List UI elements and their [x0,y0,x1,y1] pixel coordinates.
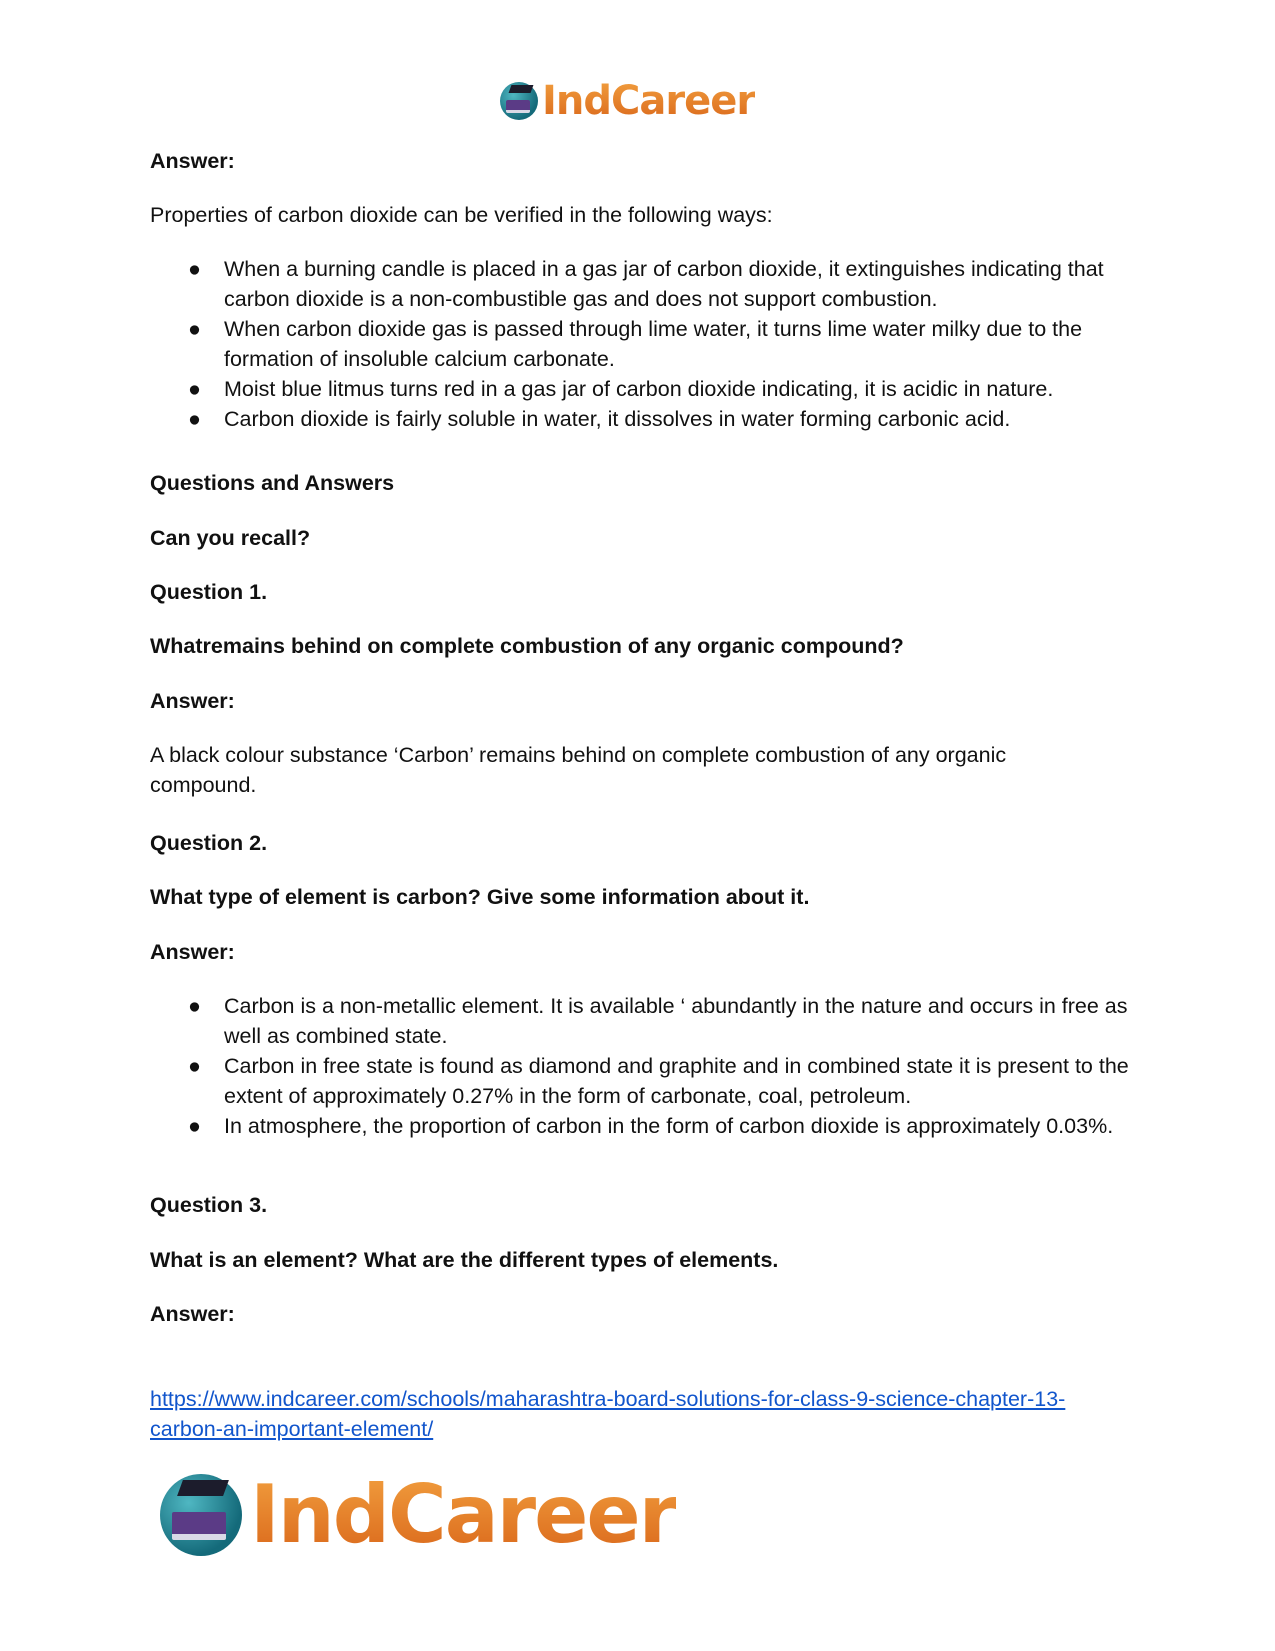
list-item: ● In atmosphere, the proportion of carbon in the form of carbon dioxide is approximately 0.03%. [150,1111,1130,1141]
source-link[interactable]: https://www.indcareer.com/schools/maharashtra-board-solutions-for-class-9-science-chapter-13-carbon-an-important-element/ [150,1387,1066,1441]
question-2-text: What type of element is carbon? Give some information about it. [150,885,810,909]
list-item: ● When carbon dioxide gas is passed through lime water, it turns lime water milky due to the formation of insoluble calcium carbonate. [150,314,1130,374]
globe-book-icon [160,1474,242,1556]
carbon-info-list [150,991,1130,1141]
bullet-icon: ● [188,1114,201,1138]
bullet-icon: ● [188,994,201,1018]
footer-logo [160,1468,676,1561]
question-3-text: What is an element? What are the different types of elements. [150,1248,779,1272]
subsection-title: Can you recall? [150,526,311,550]
list-item: ● Carbon is a non-metallic element. It is available ‘ abundantly in the nature and occurs in free as well as combined state. [150,991,1130,1051]
question-3-answer-label: Answer: [150,1302,235,1326]
bullet-icon: ● [188,1054,201,1078]
answer-label: Answer: [150,149,235,173]
co2-properties-list [150,254,1130,434]
question-1-label: Question 1. [150,580,268,604]
bullet-icon: ● [188,407,201,431]
question-2-answer-label: Answer: [150,940,235,964]
list-item: ● Carbon dioxide is fairly soluble in water, it dissolves in water forming carbonic acid. [150,404,1130,434]
question-1-text: Whatremains behind on complete combustion of any organic compound? [150,634,904,658]
globe-book-icon [500,82,538,120]
question-1-answer-label: Answer: [150,689,235,713]
question-3-label: Question 3. [150,1193,268,1217]
answer-intro-text: Properties of carbon dioxide can be verified in the following ways: [150,203,773,227]
list-item: ● Moist blue litmus turns red in a gas jar of carbon dioxide indicating, it is acidic in nature. [150,374,1130,404]
bullet-icon: ● [188,317,201,341]
bullet-icon: ● [188,377,201,401]
header-logo [500,78,755,124]
question-1-answer: A black colour substance ‘Carbon’ remains behind on complete combustion of any organic compound. [150,743,1007,797]
question-2-label: Question 2. [150,831,268,855]
bullet-icon: ● [188,257,201,281]
list-item: ● When a burning candle is placed in a gas jar of carbon dioxide, it extinguishes indicating that carbon dioxide is a non-combustible gas and does not support combustion. [150,254,1130,314]
logo-text: IndCareer [250,1468,677,1561]
section-title: Questions and Answers [150,471,395,495]
list-item: ● Carbon in free state is found as diamond and graphite and in combined state it is present to the extent of approximately 0.27% in the form of carbonate, coal, petroleum. [150,1051,1130,1111]
logo-text: IndCareer [542,78,756,124]
